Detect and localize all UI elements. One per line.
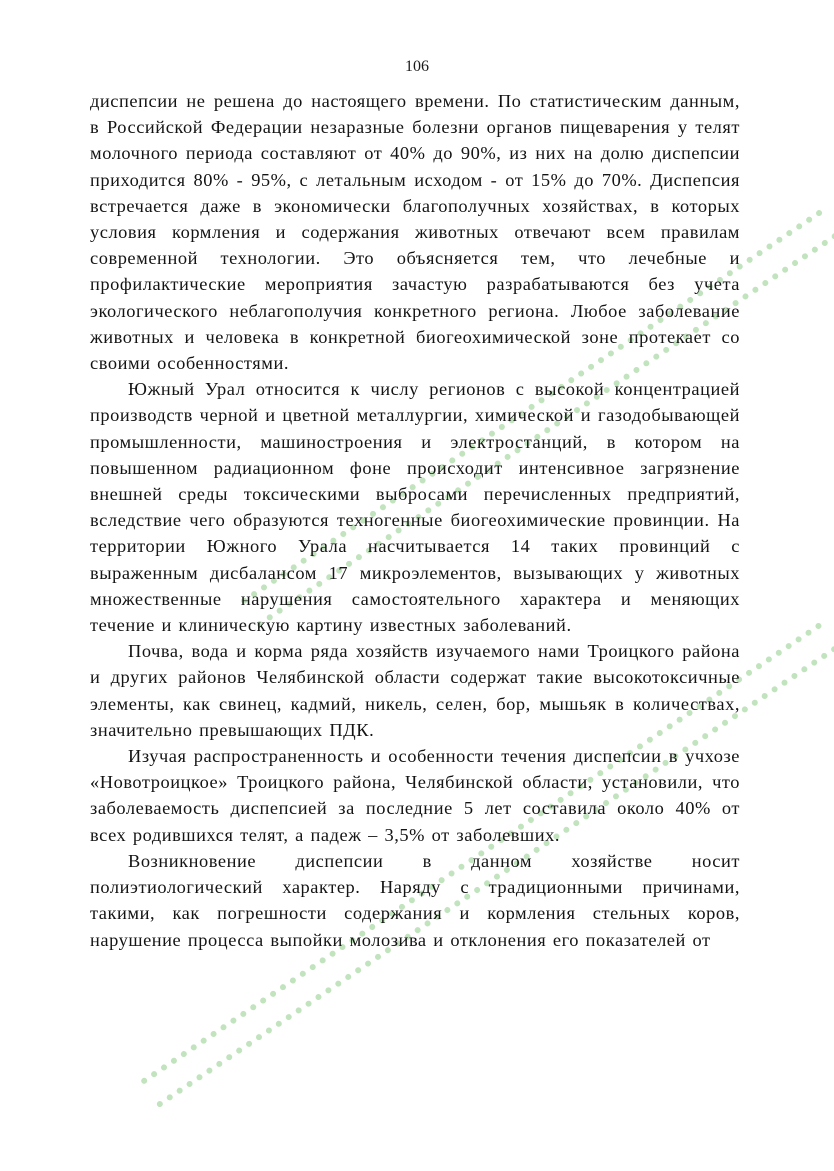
page-number: 106 bbox=[405, 58, 429, 75]
body-text bbox=[90, 88, 740, 953]
paragraph: Возникновение диспепсии в данном хозяйстве носит полиэтиологический характер. Наряду с традиционными причинами, такими, как погрешности содержания и кормления стельных коров, нарушение процесса выпойки молозива и отклонения его показателей от bbox=[90, 850, 740, 950]
paragraph: диспепсии не решена до настоящего времени. По статистическим данным, в Российской Федерации незаразные болезни органов пищеварения у телят молочного периода составляют от 40% до 90%, из них на долю диспепсии приходится 80% - 95%, с летальным исходом - от 15% до 70%. Диспепсия встречается даже в экономически благополучных хозяйствах, в которых условия кормления и содержания животных отвечают всем правилам современной технологии. Это объясняется тем, что лечебные и профилактические мероприятия зачастую разрабатываются без учета экологического неблагополучия конкретного региона. Любое заболевание животных и человека в конкретной биогеохимической зоне протекает со своими особенностями. bbox=[90, 91, 740, 374]
paragraph: Южный Урал относится к числу регионов с высокой концентрацией производств черной и цветной металлургии, химической и газодобывающей промышленности, машиностроения и электростанций, в котором на повышенном радиационном фоне происходит интенсивное загрязнение внешней среды токсическими выбросами перечисленных предприятий, вследствие чего образуются техногенные биогеохимические провинции. На территории Южного Урала насчитывается 14 таких провинций с выраженным дисбалансом 17 микроэлементов, вызывающих у животных множественные нарушения самостоятельного характера и меняющих течение и клиническую картину известных заболеваний. bbox=[90, 379, 740, 636]
paragraph: Изучая распространенность и особенности течения диспепсии в учхозе «Новотроицкое» Троицкого района, Челябинской области, установили, что заболеваемость диспепсией за последние 5 лет составила около 40% от всех родившихся телят, а падеж – 3,5% от заболевших. bbox=[90, 746, 740, 845]
paragraph: Почва, вода и корма ряда хозяйств изучаемого нами Троицкого района и других районов Челябинской области содержат такие высокотоксичные элементы, как свинец, кадмий, никель, селен, бор, мышьяк в количествах, значительно превышающих ПДК. bbox=[90, 641, 740, 740]
